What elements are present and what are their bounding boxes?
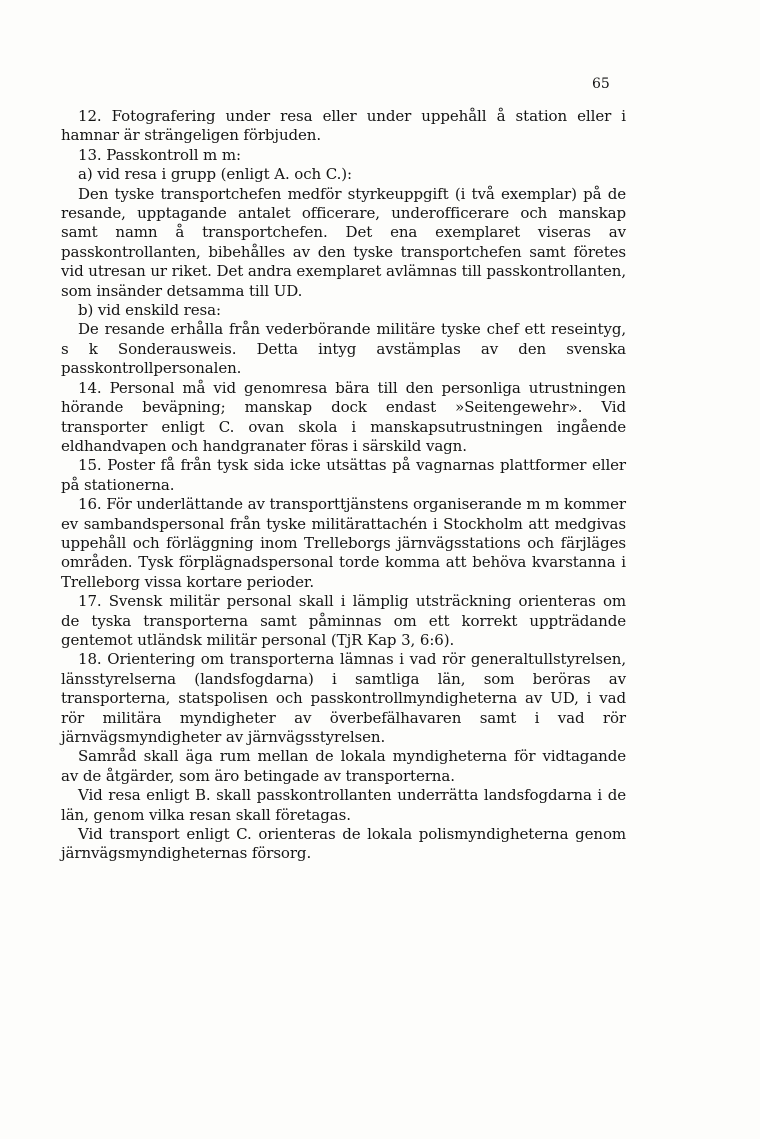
paragraph-17: 17. Svensk militär personal skall i lämplig utsträckning orienteras om de tyska transporterna samt påminnas om ett korrekt uppträdande gentemot utländsk militär personal (TjR Kap 3, 6:6). [61, 592, 626, 649]
paragraph-14: 14. Personal må vid genomresa bära till den personliga utrustningen hörande beväpning; manskap dock endast »Seitengewehr». Vid transporter enligt C. ovan skola i manskapsutrustningen ingående eldhandvapen och handgranater föras i särskild vagn. [61, 378, 626, 455]
paragraph-18: 18. Orientering om transporterna lämnas i vad rör generaltullstyrelsen, länsstyrelserna (landsfogdarna) i samtliga län, som beröras av transporterna, statspolisen och passkontrollmyndigheterna av UD, i vad rör militära myndigheter av överbefälhavaren samt i vad rör järnvägsmyndigheter av järnvägsstyrelsen. [61, 650, 626, 746]
paragraph-12: 12. Fotografering under resa eller under uppehåll å station eller i hamnar är strängeligen förbjuden. [61, 107, 626, 145]
body-text [61, 107, 626, 864]
paragraph-15: 15. Poster få från tysk sida icke utsättas på vagnarnas plattformer eller på stationerna. [61, 456, 626, 494]
paragraph-13b-heading: b) vid enskild resa: [78, 301, 221, 320]
paragraph-18-transport: Vid transport enligt C. orienteras de lokala polismyndigheterna genom järnvägsmyndigheternas försorg. [61, 825, 626, 863]
paragraph-13b-body: De resande erhålla från vederbörande militäre tyske chef ett reseintyg, s k Sonderausweis. Detta intyg avstämplas av den svenska passkontrollpersonalen. [61, 320, 626, 378]
paragraph-18-samrad: Samråd skall äga rum mellan de lokala myndigheterna för vidtagande av de åtgärder, som äro betingade av transporterna. [61, 747, 626, 785]
paragraph-13: 13. Passkontroll m m: [78, 145, 241, 164]
paragraph-16: 16. För underlättande av transporttjänstens organiserande m m kommer ev sambandspersonal från tyske militärattachén i Stockholm att medgivas uppehåll och förläggning inom Trelleborgs järnvägsstations och färjläges områden. Tysk förplägnadspersonal torde komma att behöva kvarstanna i Trelleborg vissa kortare perioder. [61, 495, 626, 591]
paragraph-18-resa: Vid resa enligt B. skall passkontrollanten underrätta landsfogdarna i de län, genom vilka resan skall företagas. [61, 786, 626, 824]
page-number: 65 [592, 76, 610, 92]
paragraph-13a-heading: a) vid resa i grupp (enligt A. och C.): [78, 165, 352, 184]
paragraph-13a-body: Den tyske transportchefen medför styrkeuppgift (i två exemplar) på de resande, upptagande antalet officerare, underofficerare och manskap samt namn å transportchefen. Det ena exemplaret viseras av passkontrollanten, bibehålles av den tyske transportchefen samt företes vid utresan ur riket. Det andra exemplaret avlämnas till passkontrollanten, som insänder detsamma till UD. [61, 184, 626, 300]
